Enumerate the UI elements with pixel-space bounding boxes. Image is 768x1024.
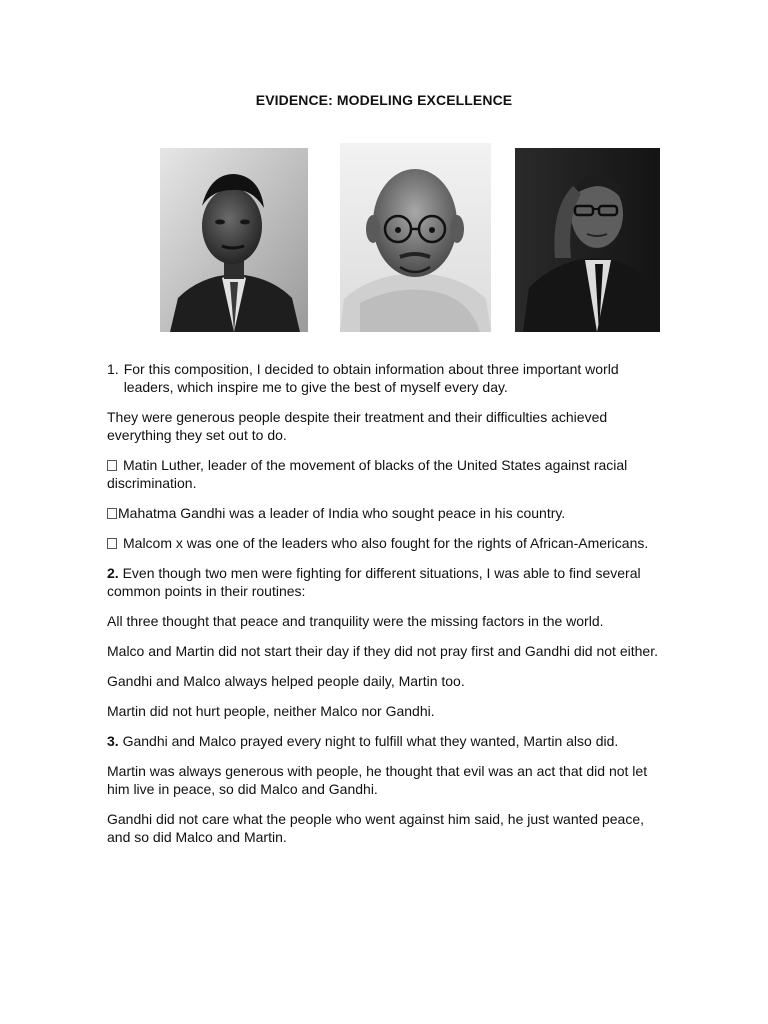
portrait-photo-malcolm bbox=[515, 148, 660, 332]
paragraph-1 bbox=[107, 360, 667, 396]
paragraph-text: Even though two men were fighting for different situations, I was able to find several common points in their routines: bbox=[107, 565, 641, 599]
portrait-image-malcolm bbox=[515, 148, 660, 332]
bullet-item-3 bbox=[107, 534, 667, 552]
portrait-photo-gandhi bbox=[340, 143, 491, 332]
portrait-image-gandhi bbox=[340, 143, 491, 332]
paragraph-number: 1. bbox=[107, 361, 119, 377]
paragraph-number: 3. bbox=[107, 733, 119, 749]
paragraph-7: Martin did not hurt people, neither Malco nor Gandhi. bbox=[107, 703, 435, 719]
paragraph-8 bbox=[107, 732, 667, 750]
paragraph-3 bbox=[107, 564, 667, 600]
portrait-image-mlk bbox=[160, 148, 308, 332]
paragraph-text: Gandhi and Malco prayed every night to fulfill what they wanted, Martin also did. bbox=[122, 733, 619, 749]
paragraph-10: Gandhi did not care what the people who went against him said, he just wanted peace, and so did Malco and Martin. bbox=[107, 811, 645, 845]
page-title: EVIDENCE: MODELING EXCELLENCE bbox=[255, 92, 513, 108]
bullet-item-1 bbox=[107, 456, 667, 492]
paragraph-4: All three thought that peace and tranquility were the missing factors in the world. bbox=[107, 613, 604, 629]
bullet-icon bbox=[107, 460, 117, 471]
bullet-item-2 bbox=[107, 504, 667, 522]
paragraph-2: They were generous people despite their treatment and their difficulties achieved everything they set out to do. bbox=[107, 409, 608, 443]
bullet-text: Mahatma Gandhi was a leader of India who sought peace in his country. bbox=[118, 505, 566, 521]
bullet-text: Matin Luther, leader of the movement of blacks of the United States against racial discrimination. bbox=[107, 457, 628, 491]
paragraph-9: Martin was always generous with people, he thought that evil was an act that did not let him live in peace, so did Malco and Gandhi. bbox=[107, 763, 648, 797]
bullet-icon bbox=[107, 508, 117, 519]
paragraph-number: 2. bbox=[107, 565, 119, 581]
composition-body bbox=[107, 360, 667, 858]
bullet-text: Malcom x was one of the leaders who also fought for the rights of African-Americans. bbox=[123, 535, 649, 551]
portrait-photo-mlk bbox=[160, 148, 308, 332]
paragraph-6: Gandhi and Malco always helped people daily, Martin too. bbox=[107, 673, 465, 689]
paragraph-text: For this composition, I decided to obtain information about three important world leaders, which inspire me to give the best of myself every day. bbox=[123, 361, 619, 395]
bullet-icon bbox=[107, 538, 117, 549]
paragraph-5: Malco and Martin did not start their day if they did not pray first and Gandhi did not either. bbox=[107, 643, 658, 659]
